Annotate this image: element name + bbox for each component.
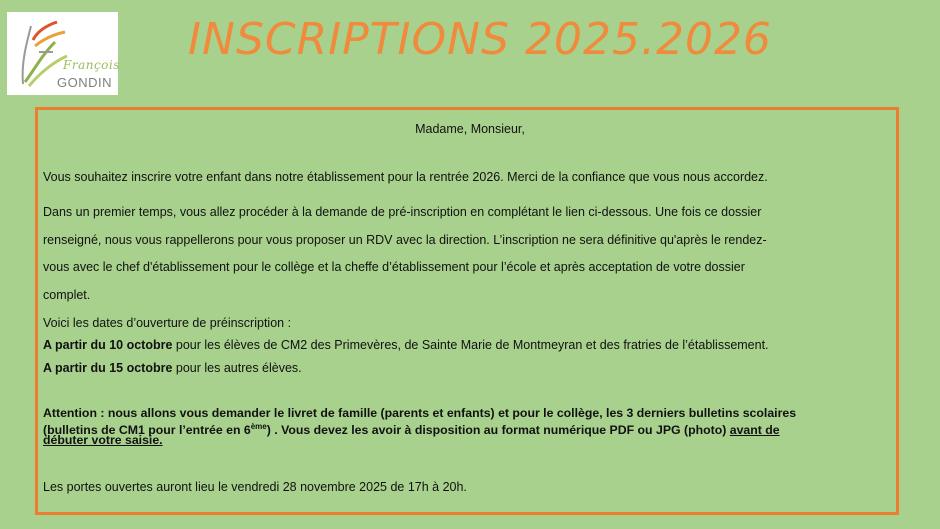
paragraph-2-line-4: complet. <box>43 288 91 302</box>
paragraph-2-line-2: renseigné, nous vous rappellerons pour vous proposer un RDV avec la direction. L’inscription ne sera définitive qu'après le rendez- <box>43 233 767 247</box>
letter-greeting: Madame, Monsieur, <box>415 122 525 136</box>
date-1-label: A partir du 10 octobre <box>43 338 173 352</box>
attention-superscript: ème <box>250 422 267 431</box>
content-frame <box>35 107 899 515</box>
attention-line-3: débuter votre saisie. <box>43 433 163 447</box>
logo-name-text: GONDIN <box>57 75 112 90</box>
date-line-2 <box>43 361 302 375</box>
date-1-text: pour les élèves de CM2 des Primevères, de Sainte Marie de Montmeyran et des fratries de l’établissement. <box>172 338 769 352</box>
paragraph-1: Vous souhaitez inscrire votre enfant dans notre établissement pour la rentrée 2026. Merci de la confiance que vous nous accordez. <box>43 170 768 184</box>
date-line-1 <box>43 338 769 352</box>
page-title: INSCRIPTIONS 2025.2026 <box>188 14 772 65</box>
date-2-label: A partir du 15 octobre <box>43 361 173 375</box>
attention-line-2-start: (bulletins de CM1 pour l’entrée en 6 <box>43 423 251 438</box>
attention-line-2-underlined: avant de <box>729 423 780 438</box>
paragraph-2-line-1: Dans un premier temps, vous allez procéder à la demande de pré-inscription en complétant le lien ci-dessous. Une fois ce dossier <box>43 205 762 219</box>
open-house-text: Les portes ouvertes auront lieu le vendredi 28 novembre 2025 de 17h à 20h. <box>43 480 467 494</box>
attention-line-2-middle: ) . Vous devez les avoir à disposition au format numérique PDF ou JPG (photo) <box>266 423 730 438</box>
paragraph-2-line-3: vous avec le chef d'établissement pour le collège et la cheffe d’établissement pour l’école et après acceptation de votre dossier <box>43 260 745 274</box>
logo-script-text: François <box>63 58 120 72</box>
dates-intro: Voici les dates d’ouverture de préinscription : <box>43 316 292 330</box>
date-2-text: pour les autres élèves. <box>172 361 302 375</box>
attention-line-1: Attention : nous allons vous demander le livret de famille (parents et enfants) et pour le collège, les 3 derniers bulletins scolaires <box>43 406 797 420</box>
